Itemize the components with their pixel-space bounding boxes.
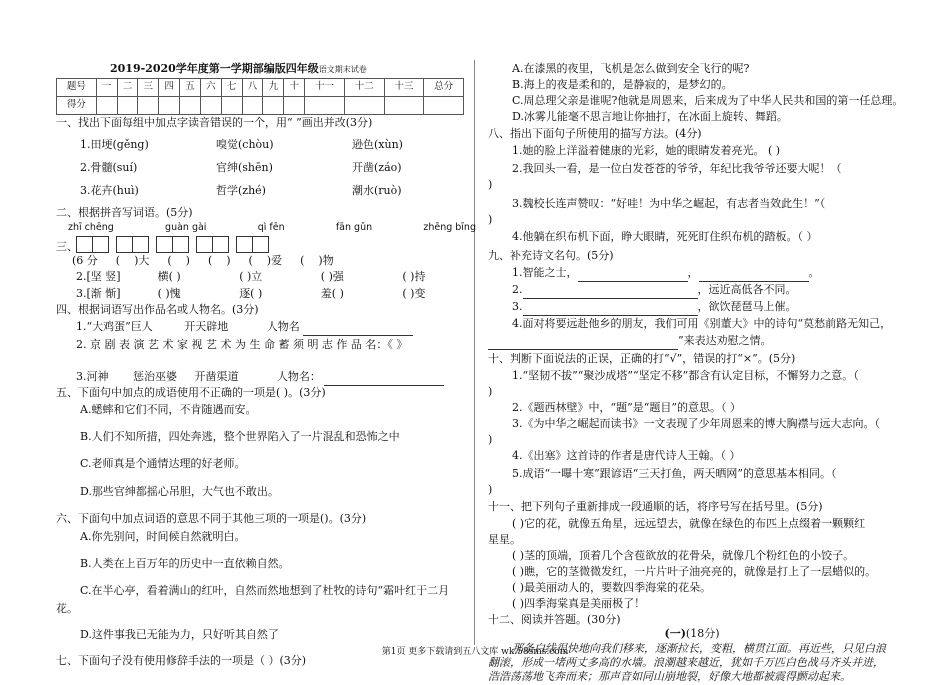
- reading-passage-1: 那条白线很快地向我们移来，逐渐拉长，变粗，横贯江面。再近些，只见白浪: [512, 642, 886, 655]
- q5-option-d: D.那些官绅都摇心吊胆，大气也不敢出。: [80, 485, 279, 498]
- q3-item: ( )持: [402, 270, 426, 283]
- q7-option-a: A.在漆黑的夜里，飞机是怎么做到安全飞行的呢?: [512, 62, 750, 75]
- score-box[interactable]: [117, 97, 138, 115]
- score-cell: 十二: [344, 79, 384, 97]
- q3-prefix: [56, 240, 464, 255]
- q4-text: 2. 京 剧 表 演 艺 术 家 视 艺 术 为 生 命 蓄 须 明 志 作 品 名：《: [76, 338, 393, 351]
- score-table: [56, 78, 464, 115]
- score-cell: 八: [242, 79, 263, 97]
- question-10: 十、判断下面说法的正误，正确的打“√”，错误的打“×”。(5分): [488, 352, 796, 365]
- q6-option-a: A.你先别问，时间候自然就明白。: [80, 530, 246, 543]
- score-box[interactable]: [344, 97, 384, 115]
- q10-item-1-end: ): [488, 385, 493, 398]
- q10-item-5: 5.成语“一曝十寒”跟谚语“三天打鱼，两天晒网”的意思基本相同。（: [512, 467, 837, 480]
- q3-score: (6 分: [72, 254, 98, 267]
- q3-word: 物: [322, 254, 334, 267]
- q3-item: 横( ): [157, 270, 181, 283]
- q3-item: 2.[坚 竖]: [76, 270, 121, 283]
- q3-word: 爱: [271, 254, 283, 267]
- q9-text: 1.智能之士，: [512, 266, 578, 279]
- pinyin: zhēng bīng: [423, 222, 476, 233]
- score-cell: 三: [138, 79, 159, 97]
- q1-item: 潮水(ruò): [352, 184, 402, 197]
- q4-item-2: [56, 338, 484, 353]
- q9-item-3: [488, 300, 920, 316]
- q9-item-1: 1.智能之士， ， 。: [488, 266, 920, 282]
- q10-item-3: 3.《为中华之崛起而读书》一文表现了少年周恩来的博大胸襟与远大志向。（: [512, 417, 880, 430]
- answer-blank[interactable]: [523, 300, 698, 316]
- score-box[interactable]: [159, 97, 180, 115]
- q9-text: ，欲饮琵琶马上催。: [697, 300, 797, 313]
- q3-item: ( )强: [320, 270, 344, 283]
- q8-item-1: 1.她的脸上洋溢着健康的光彩，她的眼睛发着亮光。 ( ): [512, 144, 781, 157]
- answer-blank[interactable]: [699, 266, 809, 282]
- pinyin: guàn gài: [165, 222, 207, 233]
- q5-option-c: C.老师真是个通情达理的好老师。: [80, 457, 246, 470]
- q11-item-1-cont: 星星。: [488, 533, 521, 546]
- answer-blank[interactable]: [488, 334, 678, 350]
- q8-item-3: 3.魏校长连声赞叹：“好哇！为中华之崛起，有志者当效此生！”（: [512, 197, 826, 210]
- answer-blank[interactable]: [303, 320, 413, 336]
- q4-item-1: [56, 320, 484, 336]
- score-box[interactable]: [284, 97, 305, 115]
- q10-item-4: 4.《出塞》这首诗的作者是唐代诗人王翰。（ ）: [512, 449, 741, 462]
- answer-blank[interactable]: [578, 266, 688, 282]
- question-11: 十一、把下列句子重新排成一段通顺的话，将序号写在括号里。(5分): [488, 500, 823, 513]
- q8-item-2: 2.我回头一看，是一位白发苍苍的爷爷，年纪比我爷爷还要大呢！（: [512, 162, 842, 175]
- score-cell: 九: [263, 79, 284, 97]
- q11-item-5: ( )四季海棠真是美丽极了！: [512, 597, 646, 610]
- q5-option-b: B.人们不知所措，四处奔逃，整个世界陷入了一片混乱和恐怖之中: [80, 430, 400, 443]
- score-box[interactable]: [138, 97, 159, 115]
- q1-item: 逊色(xùn): [352, 138, 403, 151]
- score-box[interactable]: [242, 97, 263, 115]
- q1-item: 嗅觉(chòu): [216, 138, 274, 151]
- q1-item: 官绅(shēn): [216, 161, 273, 174]
- q6-option-d: D.这件事我已无能为力，只好听其自然了: [80, 628, 279, 641]
- q6-option-c: C.在半心亭，看着满山的红叶，自然而然地想到了杜牧的诗句“霜叶红于二月: [80, 584, 450, 597]
- q4-text: 开天辟地: [184, 320, 229, 333]
- score-cell: 总分: [424, 79, 464, 97]
- q8-item-3-end: ): [488, 213, 493, 226]
- score-cell: 四: [159, 79, 180, 97]
- pinyin: qì fēn: [257, 222, 285, 233]
- reading-section-title: [488, 627, 896, 642]
- q10-item-2: 2.《题西林壁》中，“题”是“题目”的意思。（ ）: [512, 401, 741, 414]
- q3-word: 大: [138, 254, 150, 267]
- page-footer: 第1页 更多下载请到五八文库 wk.58sms.com: [381, 647, 569, 657]
- score-box[interactable]: [263, 97, 284, 115]
- q9-text: ”来表达劝慰之情。: [678, 334, 772, 347]
- score-value-row: [57, 97, 464, 115]
- q4-text: 1.“大鸡蛋”巨人: [76, 320, 153, 333]
- pinyin: zhī chēng: [68, 222, 114, 233]
- q1-item: 3.花卉(huì): [80, 184, 139, 197]
- question-12: 十二、阅读并答题。(30分): [488, 613, 621, 626]
- q9-item-2: 2. ，远近高低各不同。: [488, 283, 920, 299]
- pinyin-row: [56, 222, 488, 235]
- q3-item: 3.[渐 惭]: [76, 287, 121, 300]
- q1-item: 1.田埂(gěng): [80, 138, 149, 151]
- reading-passage-2: 翻滚，形成一堵两丈多高的水墙。浪潮越来越近，犹如千万匹白色战马齐头并进，: [488, 656, 884, 669]
- q9-text: 3.: [512, 300, 523, 313]
- score-box[interactable]: [180, 97, 201, 115]
- q4-text: 人物名: [266, 320, 300, 333]
- score-box[interactable]: [384, 97, 424, 115]
- pinyin: fān gǔn: [335, 222, 373, 233]
- q7-option-b: B.海上的夜是柔和的，是静寂的，是梦幻的。: [512, 78, 733, 91]
- score-cell: 十一: [305, 79, 345, 97]
- question-1: 一、找出下面每组中加点字读音错误的一个，用“ ”画出并改(3分): [56, 116, 373, 129]
- q6-option-c-cont: 花。: [56, 602, 78, 615]
- q7-option-c: C.周总理父亲是谁呢?他就是周恩来，后来成为了中华人民共和国的第一任总理。: [512, 94, 904, 107]
- score-cell: 十三: [384, 79, 424, 97]
- q1-item: 2.骨髓(suí): [80, 161, 138, 174]
- q3-row-2: [56, 270, 484, 285]
- reading-score: (18分): [685, 627, 720, 640]
- q3-item: ( )愧: [157, 287, 181, 300]
- q10-item-1: 1.“坚韧不拔”“聚沙成塔”“坚定不移”都含有认定目标，不懈努力之意。（: [512, 369, 859, 382]
- question-8: 八、指出下面句子所使用的描写方法。(4分): [488, 127, 702, 140]
- question-4: 四、根据词语写出作品名或人物名。(3分): [56, 303, 259, 316]
- question-9: 九、补充诗文名句。(5分): [488, 249, 614, 262]
- q3-label: 三、: [56, 240, 78, 253]
- q10-item-5-end: ): [488, 483, 493, 496]
- q11-item-3: ( )瞧，它的茎微微发红，一片片叶子油亮亮的，就像是打上了一层蜡似的。: [512, 565, 877, 578]
- score-box[interactable]: [424, 97, 464, 115]
- score-box[interactable]: [96, 97, 117, 115]
- q9-item-4-cont: [488, 334, 896, 350]
- score-cell: 题号: [57, 79, 97, 97]
- q3-row-1: (6 分 ( )大 ( ) ( ) ( )爱 ( )物: [72, 254, 334, 267]
- q9-item-4: 4.面对将要远赴他乡的朋友，我们可用《别董大》中的诗句“莫愁前路无知己，: [512, 317, 892, 330]
- score-cell: 一: [96, 79, 117, 97]
- q6-option-b: B.人类在上百万年的历史中一直依赖自然。: [80, 557, 290, 570]
- answer-blank[interactable]: [523, 283, 698, 299]
- q3-row-3: [56, 287, 484, 302]
- q3-item: 逐( ): [239, 287, 263, 300]
- question-7: 七、下面句子没有使用修辞手法的一项是（ ）(3分): [56, 654, 307, 667]
- q9-text: ，远近高低各不同。: [697, 283, 797, 296]
- question-6: 六、下面句中加点词语的意思不同于其他三项的一项是()。(3分): [56, 512, 367, 525]
- score-header-row: [57, 79, 464, 97]
- title-suffix: 语文期末试卷: [318, 65, 367, 74]
- q11-item-1: ( )它的花，就像五角星，远远望去，就像在绿色的布匹上点缀着一颗颗红: [512, 517, 866, 530]
- q7-option-d: D.冰雾儿能毫不思言地让你抽打，在冰面上旋转、舞蹈。: [512, 110, 788, 123]
- score-cell: 六: [200, 79, 221, 97]
- q1-row-1: [56, 138, 488, 153]
- score-box[interactable]: [221, 97, 242, 115]
- score-cell: 二: [117, 79, 138, 97]
- q1-row-2: [56, 161, 488, 176]
- question-2: 二、根据拼音写词语。(5分): [56, 206, 193, 219]
- q4-text: 3.河神: [76, 370, 109, 383]
- answer-blank[interactable]: [324, 370, 444, 386]
- reading-sub: (一): [664, 627, 686, 640]
- q4-text: 开凿渠道: [194, 370, 239, 383]
- q5-option-a: A.蟋蟀和它们不同，不肯随遇而安。: [80, 403, 257, 416]
- q11-item-2: ( )茎的顶端，顶着几个含苞欲放的花骨朵，就像几个粉红色的小饺子。: [512, 549, 855, 562]
- q8-item-4: 4.他躺在织布机下面，睁大眼睛，死死盯住织布机的踏板。（ ）: [512, 230, 818, 243]
- q4-text: 惩治巫婆: [132, 370, 177, 383]
- title-main: 2019-2020学年度第一学期部编版四年级: [110, 62, 319, 75]
- score-cell: 五: [180, 79, 201, 97]
- score-box[interactable]: [305, 97, 345, 115]
- score-cell: 七: [221, 79, 242, 97]
- score-cell: 十: [284, 79, 305, 97]
- page-title: [110, 62, 367, 77]
- q1-item: 哲学(zhé): [216, 184, 266, 197]
- q3-item: ( )立: [239, 270, 263, 283]
- q4-text: 》: [396, 338, 408, 351]
- q1-row-3: [56, 184, 488, 199]
- score-label: 得分: [57, 97, 97, 115]
- q3-item: ( )变: [402, 287, 426, 300]
- q1-item: 开凿(záo): [352, 161, 402, 174]
- score-box[interactable]: [200, 97, 221, 115]
- q4-item-3: [56, 370, 484, 386]
- q3-item: 羞( ): [320, 287, 344, 300]
- q10-item-3-end: ): [488, 433, 493, 446]
- q11-item-4: ( )最美丽动人的，要数四季海棠的花朵。: [512, 581, 712, 594]
- question-5: 五、下面句中加点的成语使用不正确的一项是( )。(3分): [56, 386, 326, 399]
- reading-passage-3: 浩浩荡荡地飞奔而来；那声音如同山崩地裂，好像大地都被震得颤动起来。: [488, 670, 851, 683]
- q4-text: 人物名：: [276, 370, 321, 383]
- q8-item-2-end: ): [488, 178, 493, 191]
